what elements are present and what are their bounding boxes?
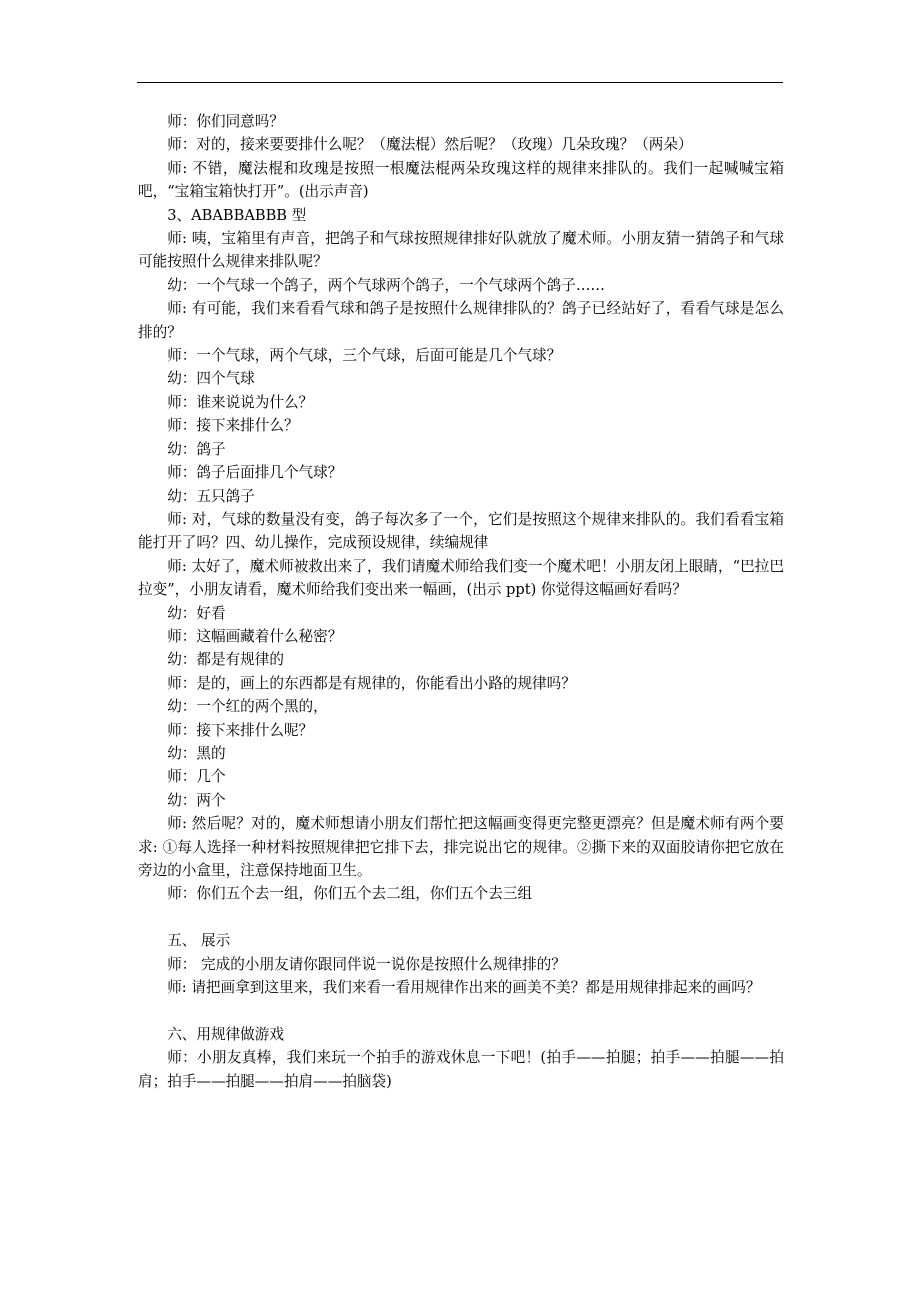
paragraph: 师：小朋友真棒，我们来玩一个拍手的游戏休息一下吧！(拍手——拍腿；拍手——拍腿——拍肩；拍手——拍腿——拍肩——拍脑袋) bbox=[138, 1049, 784, 1090]
paragraph: 师: 请把画拿到这里来，我们来看一看用规律作出来的画美不美？都是用规律排起来的画吗？ bbox=[167, 979, 761, 997]
section-heading: 六、用规律做游戏 bbox=[167, 1025, 284, 1043]
section-heading: 五、 展示 bbox=[167, 932, 231, 950]
paragraph: 幼：都是有规律的 bbox=[167, 651, 284, 669]
paragraph: 师：接下来排什么？ bbox=[167, 417, 299, 435]
document-body bbox=[138, 110, 784, 1093]
section-heading: 3、ABABBABBB 型 bbox=[167, 206, 307, 224]
paragraph: 师：你们五个去一组，你们五个去二组，你们五个去三组 bbox=[167, 885, 533, 903]
paragraph: 师: 不错，魔法棍和玫瑰是按照一根魔法棍两朵玫瑰这样的规律来排队的。我们一起喊喊宝箱吧，“宝箱宝箱快打开”。(出示声音) bbox=[138, 159, 784, 201]
paragraph: 师：几个 bbox=[167, 768, 226, 786]
paragraph: 师：谁来说说为什么？ bbox=[167, 393, 314, 411]
paragraph: 幼：鸽子 bbox=[167, 440, 226, 458]
paragraph: 幼：一个气球一个鸽子，两个气球两个鸽子，一个气球两个鸽子…… bbox=[167, 276, 606, 294]
paragraph: 幼：黑的 bbox=[167, 744, 226, 762]
paragraph: 师： 完成的小朋友请你跟同伴说一说你是按照什么规律排的？ bbox=[167, 955, 566, 973]
paragraph: 幼：五只鸽子 bbox=[167, 487, 255, 505]
paragraph: 幼：两个 bbox=[167, 791, 226, 809]
paragraph: 师: 咦，宝箱里有声音，把鸽子和气球按照规律排好队就放了魔术师。小朋友猜一猜鸽子和气球可能按照什么规律来排队呢？ bbox=[138, 230, 784, 271]
paragraph: 师: 有可能，我们来看看气球和鸽子是按照什么规律排队的？鸽子已经站好了，看看气球是怎么排的？ bbox=[138, 300, 784, 341]
paragraph: 师: 太好了，魔术师被救出来了，我们请魔术师给我们变一个魔术吧！小朋友闭上眼睛，“巴拉巴拉变”，小朋友请看，魔术师给我们变出来一幅画，(出示 ppt) 你觉得这幅画好看吗？ bbox=[138, 557, 784, 599]
paragraph: 幼：好看 bbox=[167, 604, 226, 622]
header-rule bbox=[137, 82, 783, 83]
paragraph: 师：一个气球，两个气球，三个气球，后面可能是几个气球？ bbox=[167, 347, 562, 365]
paragraph: 师：对的，接来要要排什么呢？（魔法棍）然后呢？（玫瑰）几朵玫瑰？（两朵） bbox=[167, 136, 693, 154]
paragraph: 师：鸽子后面排几个气球？ bbox=[167, 464, 343, 482]
paragraph: 师：这幅画藏着什么秘密？ bbox=[167, 627, 343, 645]
paragraph: 师：接下来排什么呢？ bbox=[167, 721, 314, 739]
blank-line bbox=[138, 999, 784, 1022]
paragraph: 师: 对，气球的数量没有变，鸽子每次多了一个，它们是按照这个规律来排队的。我们看看宝箱能打开了吗？四、幼儿操作，完成预设规律，续编规律 bbox=[138, 510, 784, 552]
paragraph: 幼：一个红的两个黑的， bbox=[167, 698, 328, 716]
paragraph: 师：你们同意吗？ bbox=[167, 113, 284, 130]
paragraph: 师: 然后呢？对的，魔术师想请小朋友们帮忙把这幅画变得更完整更漂亮？但是魔术师有两个要求: ①每人选择一种材料按照规律把它排下去，排完说出它的规律。②撕下来的双面胶请你把它放在旁边的小盒里，注意保持地面卫生。 bbox=[138, 815, 784, 879]
paragraph: 师：是的，画上的东西都是有规律的，你能看出小路的规律吗？ bbox=[167, 674, 576, 692]
blank-line bbox=[138, 906, 784, 929]
paragraph: 幼：四个气球 bbox=[167, 370, 255, 388]
